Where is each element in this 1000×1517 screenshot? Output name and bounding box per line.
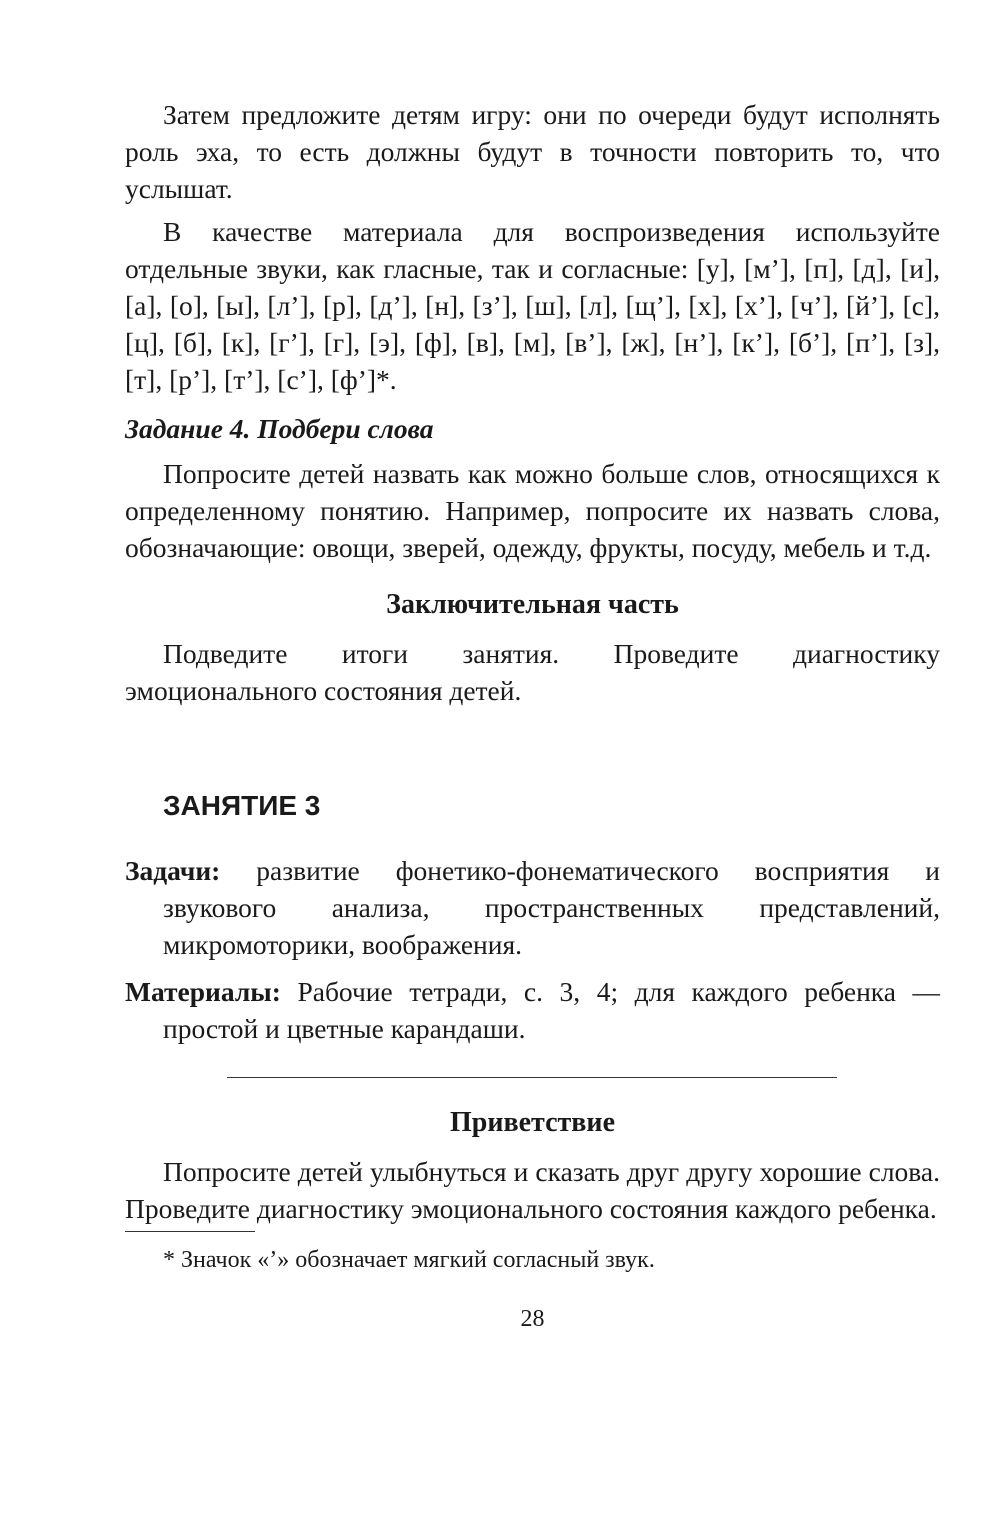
book-page (125, 96, 940, 1333)
tasks-label: Задачи: (125, 855, 221, 886)
task-4-text: Попросите детей назвать как можно больше слов, относящихся к определенному понятию. Например, попросите их назвать слова, обозначающие: овощи, зверей, одежду, фрукты, посуду, мебель и т.д. (125, 458, 940, 563)
page-number: 28 (520, 1306, 545, 1332)
greeting-text: Попросите детей улыбнуться и сказать друг другу хорошие слова. Проведите диагностику эмоционального состояния каждого ребенка. (125, 1156, 940, 1224)
final-part-heading: Заключительная часть (386, 589, 679, 620)
materials-label: Материалы: (125, 976, 281, 1007)
task-4-heading: Задание 4. Подбери слова (125, 413, 434, 444)
lesson-3-materials (125, 973, 940, 1047)
tasks-text: развитие фонетико-фонематического восприятия и звукового анализа, пространственных представлений, микромоторики, воображения. (163, 855, 940, 960)
final-part-text: Подведите итоги занятия. Проведите диагностику эмоционального состояния детей. (125, 638, 940, 706)
paragraph-echo-game: Затем предложите детям игру: они по очереди будут исполнять роль эха, то есть должны будут в точности повторить то, что услышат. (125, 99, 940, 204)
materials-text: Рабочие тетради, с. 3, 4; для каждого ребенка — простой и цветные карандаши. (163, 976, 940, 1044)
section-divider (227, 1077, 837, 1078)
lesson-3-tasks (125, 852, 940, 963)
greeting-heading: Приветствие (450, 1107, 615, 1138)
footnote-rule (125, 1231, 255, 1232)
paragraph-sound-material: В качестве материала для воспроизведения используйте отдельные звуки, как гласные, так и согласные: [у], [м’], [п], [д], [и], [а], [о], [ы], [л’], [р], [д’], [н], [з’], [ш], [л], [щ’], [х], [х’], [ч’], [й’], [с], [ц], [б], [к], [г’], [г], [э], [ф], [в], [м], [в’], [ж], [н’], [к’], [б’], [п’], [з], [т], [р’], [т’], [с’], [ф’]*. (125, 216, 940, 395)
lesson-3-title: ЗАНЯТИЕ 3 (163, 790, 321, 821)
footnote: * Значок «’» обозначает мягкий согласный звук. (163, 1247, 655, 1273)
